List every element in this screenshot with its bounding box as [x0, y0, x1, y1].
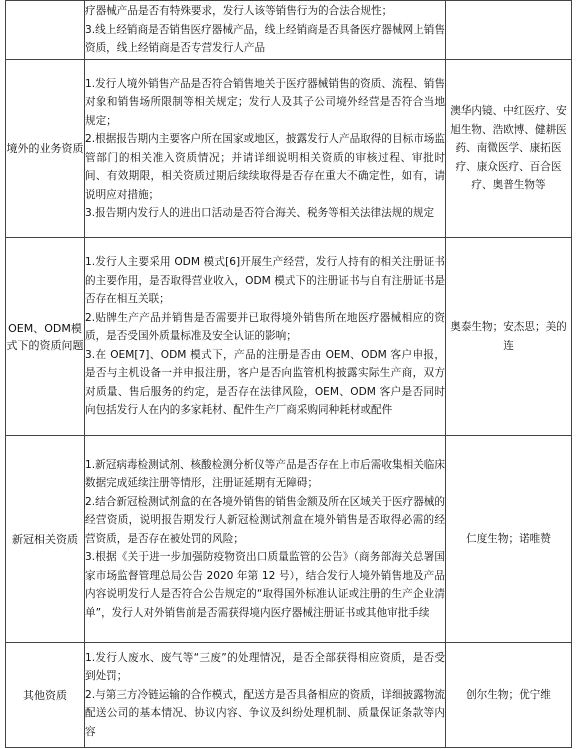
- companies-cell: 仁度生物；诺唯赞: [446, 436, 572, 643]
- requirements-cell: [85, 238, 446, 436]
- table-row: [6, 1, 572, 60]
- companies-cell: 澳华内镜、中红医疗、安旭生物、浩欧博、健耕医药、南微医学、康拓医疗、康众医疗、百合医疗、奥普生物等: [446, 60, 572, 238]
- requirement-line: 1.发行人主要采用 ODM 模式[6]开展生产经营，发行人持有的相关注册证书的主要作用，是否取得营业收入，ODM 模式下的注册证书与自有注册证书是否存在相互关联；: [85, 256, 445, 306]
- requirement-line: 1.发行人废水、废气等“三废”的处理情况，是否全部获得相应资质，是否受到处罚；: [85, 651, 445, 683]
- requirement-line: 疗器械产品是否有特殊要求，发行人该等销售行为的合法合规性；: [85, 5, 393, 18]
- category-cell: 其他资质: [6, 643, 85, 748]
- table-row: [6, 643, 572, 748]
- table-row: [6, 60, 572, 238]
- category-cell: 新冠相关资质: [6, 436, 85, 643]
- companies-cell: 创尔生物；优宁维: [446, 643, 572, 748]
- requirement-line: 2.与第三方冷链运输的合作模式，配送方是否具备相应的资质，详细披露物流配送公司的基本情况、协议内容、争议及纠纷处理机制、质量保证条款等内容: [85, 688, 445, 738]
- requirement-line: 3.报告期内发行人的进出口活动是否符合海关、税务等相关法律法规的规定: [85, 207, 435, 219]
- companies-cell: 奥泰生物；安杰思；美的连: [446, 238, 572, 436]
- category-cell: 境外的业务资质: [6, 60, 85, 238]
- requirement-line: 1.新冠病毒检测试剂、核酸检测分析仪等产品是否存在上市后需收集相关临床数据完成延续注册等情形，注册证延期有无障碍；: [85, 458, 445, 490]
- category-cell: [6, 1, 85, 60]
- requirements-cell: [85, 436, 446, 643]
- table-row: [6, 436, 572, 643]
- requirements-cell: [85, 60, 446, 238]
- companies-cell: [446, 1, 572, 60]
- requirement-line: 2.结合新冠检测试剂盒的在各境外销售的销售金额及所在区域关于医疗器械的经营资质，说明报告期发行人新冠检测试剂盒在境外销售是否取得必需的经营资质，是否存在被处罚的风险；: [85, 495, 445, 545]
- requirement-line: 2.贴牌生产产品并销售是否需要并已取得境外销售所在地医疗器械相应的资质，是否受国外质量标准及安全认证的影响；: [85, 311, 445, 343]
- requirement-line: 1.发行人境外销售产品是否符合销售地关于医疗器械销售的资质、流程、销售对象和销售场所限制等相关规定；发行人及其子公司境外经营是否符合当地规定；: [85, 77, 445, 127]
- requirements-cell: [85, 643, 446, 748]
- category-cell: OEM、ODM模式下的资质问题: [6, 238, 85, 436]
- qualification-table: [5, 0, 572, 748]
- table-row: [6, 238, 572, 436]
- requirement-line: 3.根据《关于进一步加强防疫物资出口质量监管的公告》（商务部海关总署国家市场监督管理总局公告 2020 年第 12 号），结合发行人境外销售地及产品内容说明发行人是否符合公告规定的“取得国外标准认证或注册的生产企业清单”，发行人对外销售前是否需获得境内医疗器械注册证书或其他审批手续: [85, 551, 445, 619]
- requirement-line: 3.在 OEM[7]、ODM 模式下，产品的注册是否由 OEM、ODM 客户申报，是否与主机设备一并申报注册，客户是否向监管机构披露实际生产商，双方对质量、售后服务的约定，是否存在法律风险，OEM、ODM 客户是否同时向包括发行人在内的多家耗材、配件生产厂商采购同种耗材或配件: [85, 348, 445, 417]
- requirement-line: 2.根据报告期内主要客户所在国家或地区，披露发行人产品取得的目标市场监管部门的相关准入资质情况；并请详细说明相关资质的审核过程、审批时间、有效期限，相关资质过期后续续取得是否存在重大不确定性，如有，请说明应对措施；: [85, 133, 445, 201]
- requirement-line: 3.线上经销商是否销售医疗器械产品，线上经销商是否具备医疗器械网上销售资质，线上经销商是否专营发行人产品: [85, 23, 445, 55]
- requirements-cell: [85, 1, 446, 60]
